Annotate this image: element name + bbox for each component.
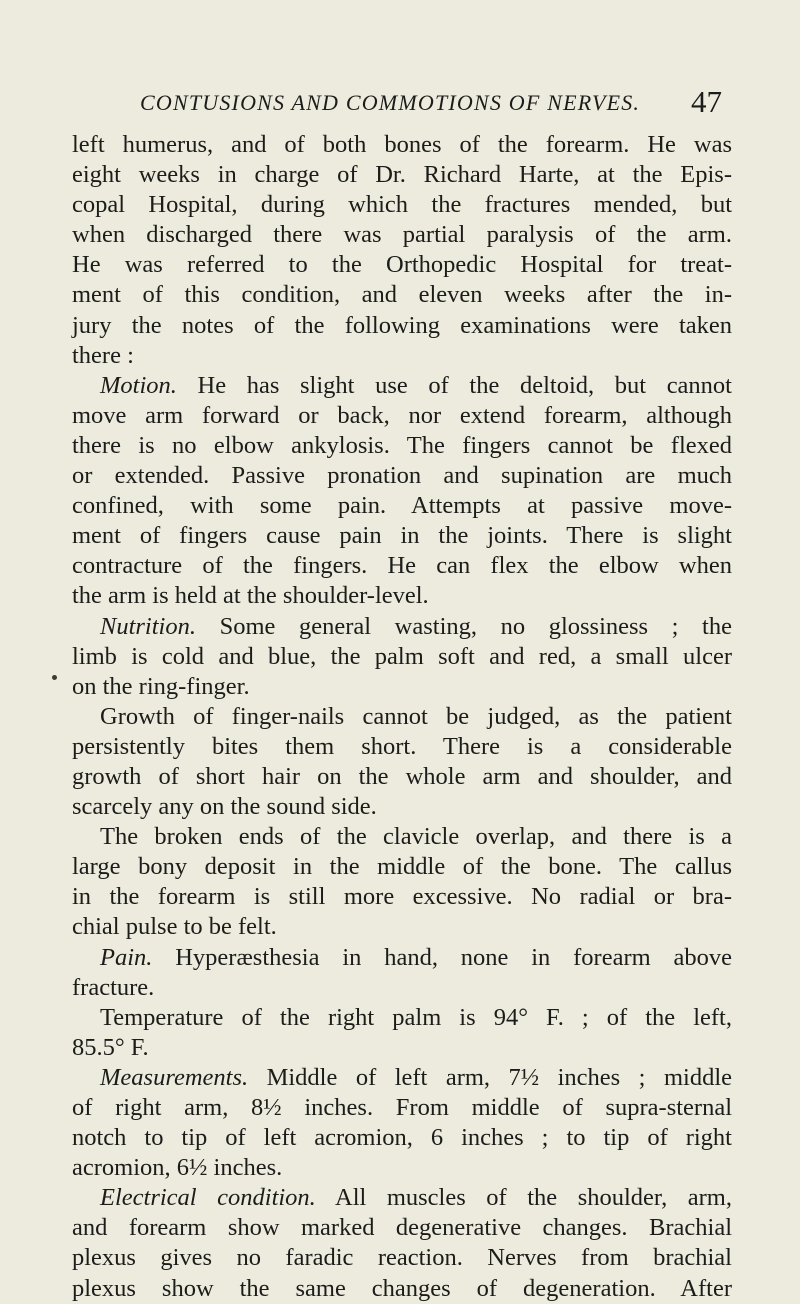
text-line: eight weeks in charge of Dr. Richard Harte, at the Epis- [72, 161, 732, 189]
text-line: plexus gives no faradic reaction. Nerves from brachial [72, 1244, 732, 1272]
text-line: Temperature of the right palm is 94° F. ; of the left, [100, 1003, 732, 1031]
text-line: copal Hospital, during which the fractures mended, but [72, 191, 732, 219]
text-line: acromion, 6½ inches. [72, 1154, 283, 1182]
text-line: persistently bites them short. There is a considerable [72, 732, 732, 760]
body-text [72, 130, 732, 1304]
text-line: ment of fingers cause pain in the joints. There is slight [72, 522, 732, 550]
text-line: the arm is held at the shoulder-level. [72, 582, 429, 610]
text-line: Growth of finger-nails cannot be judged, as the patient [100, 702, 732, 730]
text-line: and forearm show marked degenerative changes. Brachial [72, 1214, 732, 1242]
text-line: limb is cold and blue, the palm soft and red, a small ulcer [72, 642, 732, 670]
text-line: confined, with some pain. Attempts at passive move- [72, 492, 732, 520]
text-line: Motion. He has slight use of the deltoid, but cannot [100, 371, 732, 399]
page-number: 47 [691, 84, 722, 119]
text-line: when discharged there was partial paralysis of the arm. [72, 221, 732, 249]
section-lead: Electrical condition. [100, 1184, 316, 1212]
section-lead: Measurements. [100, 1063, 249, 1091]
text-line: or extended. Passive pronation and supination are much [72, 462, 732, 490]
text-line: scarcely any on the sound side. [72, 793, 377, 821]
section-lead: Motion. [100, 371, 177, 399]
text-line: 85.5° F. [72, 1033, 149, 1061]
text-line: Measurements. Middle of left arm, 7½ inches ; middle [100, 1063, 732, 1091]
text-line: large bony deposit in the middle of the bone. The callus [72, 853, 732, 881]
section-lead: Nutrition. [100, 612, 196, 640]
text-line: fracture. [72, 973, 155, 1001]
margin-mark [52, 675, 57, 680]
text-line: of right arm, 8½ inches. From middle of supra-sternal [72, 1094, 732, 1121]
text-line: Pain. Hyperæsthesia in hand, none in forearm above [100, 943, 732, 971]
text-line: ment of this condition, and eleven weeks after the in- [72, 281, 732, 309]
text-line: left humerus, and of both bones of the forearm. He was [72, 131, 732, 158]
text-line: there is no elbow ankylosis. The fingers cannot be flexed [72, 431, 732, 459]
text-line: Nutrition. Some general wasting, no glossiness ; the [100, 612, 732, 640]
text-line: in the forearm is still more excessive. No radial or bra- [72, 883, 732, 911]
text-line: The broken ends of the clavicle overlap, and there is a [100, 823, 732, 851]
text-line: jury the notes of the following examinations were taken [72, 311, 732, 339]
text-line: notch to tip of left acromion, 6 inches ; to tip of right [72, 1124, 732, 1152]
text-line: chial pulse to be felt. [72, 913, 277, 941]
page-header [72, 84, 722, 130]
text-line: contracture of the fingers. He can flex the elbow when [72, 552, 732, 580]
running-head: CONTUSIONS AND COMMOTIONS OF NERVES. [140, 90, 641, 115]
text-line: Electrical condition. All muscles of the shoulder, arm, [100, 1184, 732, 1212]
text-line: plexus show the same changes of degeneration. After [72, 1274, 732, 1302]
text-line: on the ring-finger. [72, 672, 250, 700]
text-line: move arm forward or back, nor extend forearm, although [72, 401, 732, 429]
text-line: growth of short hair on the whole arm and shoulder, and [72, 762, 732, 790]
section-lead: Pain. [100, 943, 153, 971]
text-line: He was referred to the Orthopedic Hospital for treat- [72, 251, 732, 279]
text-line: there : [72, 341, 134, 369]
